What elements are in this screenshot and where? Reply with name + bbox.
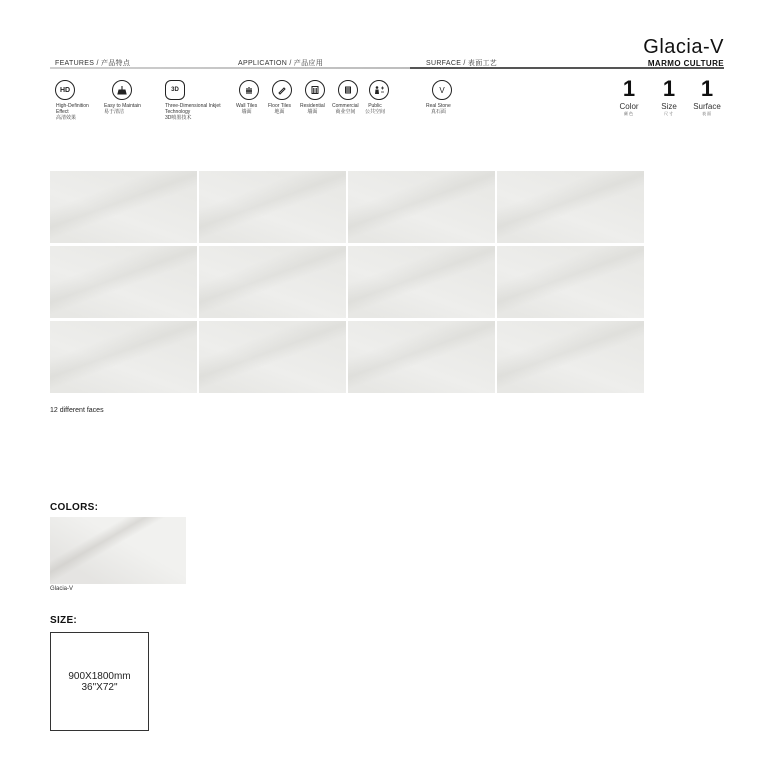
tile-faces-grid [50, 171, 645, 393]
size-heading: SIZE: [50, 615, 78, 626]
feature-maintain [112, 80, 132, 100]
feature-hd-label: High-Definition Effect 高清效果 [56, 103, 89, 121]
tile-face [199, 246, 346, 318]
app-floor-label: Floor Tiles 地面 [268, 103, 292, 115]
app-residential-label: Residential 墙面 [300, 103, 325, 115]
3d-inkjet-icon: 3D [165, 80, 185, 100]
tile-face [497, 321, 644, 393]
hd-icon: HD [55, 80, 75, 100]
application-section-label: APPLICATION / 产品应用 [238, 60, 324, 67]
real-stone-icon: V [432, 80, 452, 100]
tile-face [497, 246, 644, 318]
commercial-icon [338, 80, 358, 100]
wall-tiles-icon [239, 80, 259, 100]
tile-face [199, 171, 346, 243]
app-wall-label: Wall Tiles 墙面 [236, 103, 258, 115]
app-wall [239, 80, 259, 100]
public-icon [369, 80, 389, 100]
tile-face [348, 321, 495, 393]
stat-surface-label: Surface [693, 102, 721, 111]
tile-face [50, 171, 197, 243]
size-box [50, 632, 149, 731]
stat-surface-label-zh: 表面 [702, 111, 712, 116]
faces-caption: 12 different faces [50, 407, 104, 414]
feature-hd [55, 80, 75, 100]
stat-color-label-zh: 颜色 [624, 111, 634, 116]
brand-subtitle: MARMO CULTURE [647, 59, 724, 68]
header-rule-light [50, 67, 410, 69]
floor-tiles-icon [272, 80, 292, 100]
tile-face [348, 246, 495, 318]
feature-maintain-label: Easy to Maintain 易于清洁 [104, 103, 141, 115]
tile-face [199, 321, 346, 393]
surface-section-label: SURFACE / 表面工艺 [426, 60, 498, 67]
app-floor [272, 80, 292, 100]
stat-color-value: 1 [622, 76, 636, 101]
stat-surface-value: 1 [700, 76, 714, 101]
feature-3d-label: Three-Dimensional Inkjet Technology 3D喷墨技术 [165, 103, 221, 121]
stat-size-value: 1 [662, 76, 676, 101]
size-metric: 900X1800mm [68, 670, 131, 682]
stat-color-label: Color [619, 102, 639, 111]
color-swatch-label: Glacia-V [50, 586, 74, 592]
tile-face [50, 321, 197, 393]
tile-face [50, 246, 197, 318]
stat-surface [692, 76, 727, 117]
features-section-label: FEATURES / 产品特点 [55, 60, 131, 67]
maintain-icon [112, 80, 132, 100]
feature-3d [165, 80, 185, 100]
app-residential [305, 80, 325, 100]
color-swatch-glacia-v [50, 517, 186, 584]
app-commercial-label: Commercial 商业空间 [332, 103, 359, 115]
surface-real-stone-label: Real Stone 真石面 [426, 103, 451, 115]
residential-icon [305, 80, 325, 100]
app-commercial [338, 80, 358, 100]
stat-size-label-zh: 尺寸 [664, 111, 674, 116]
size-imperial: 36"X72" [81, 681, 118, 693]
tile-face [348, 171, 495, 243]
tile-face [497, 171, 644, 243]
surface-real-stone [432, 80, 452, 100]
app-public-label: Public 公共空间 [365, 103, 386, 115]
stat-size-label: Size [661, 102, 677, 111]
app-public [369, 80, 389, 100]
stat-color [614, 76, 649, 117]
product-title: Glacia-V [643, 36, 724, 58]
stat-size [654, 76, 689, 117]
colors-heading: COLORS: [50, 502, 99, 513]
